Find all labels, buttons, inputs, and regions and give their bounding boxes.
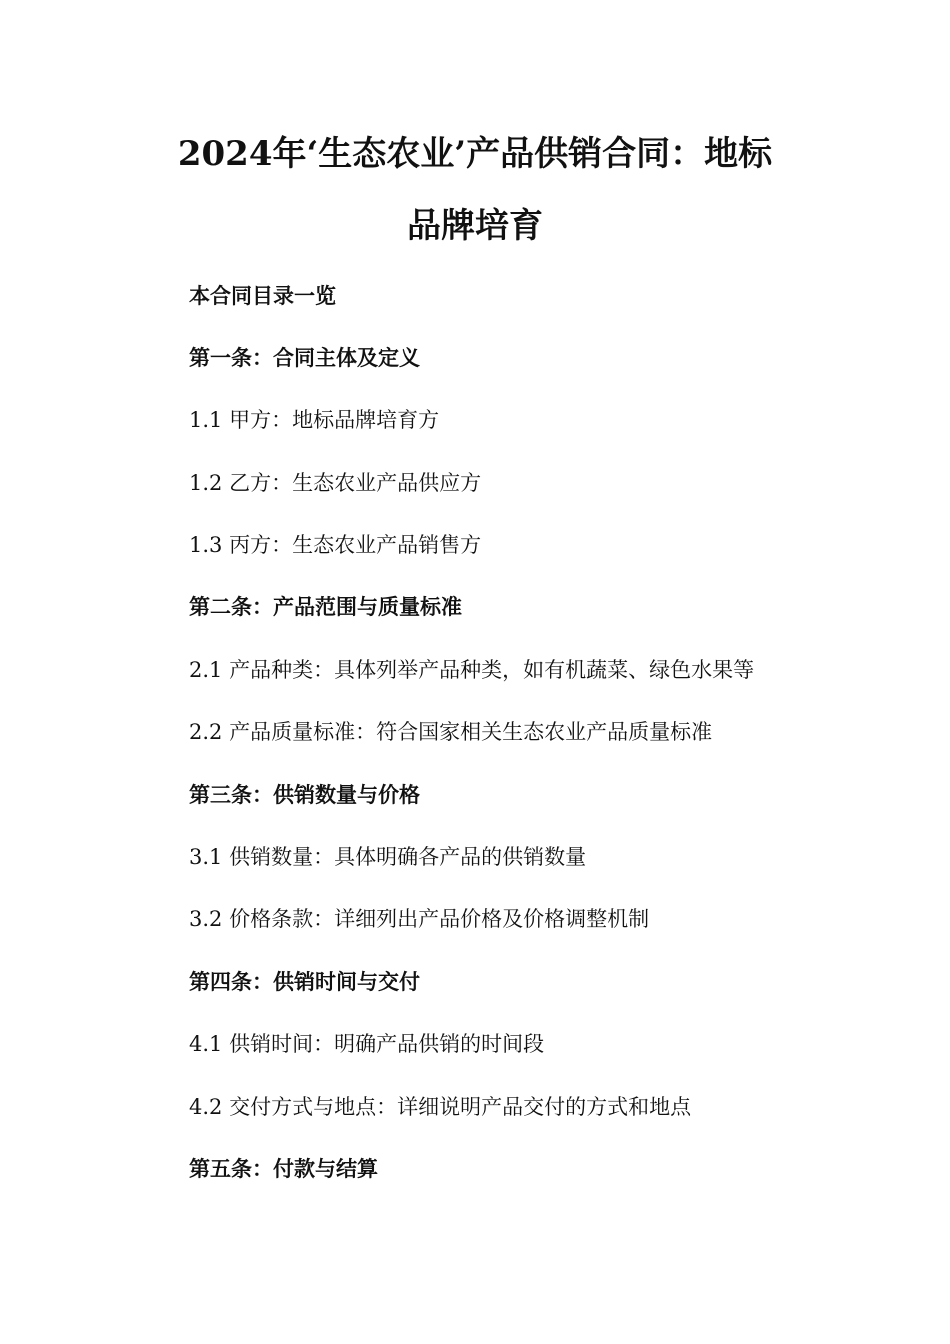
document-title-line-1: 2024年‘生态农业’产品供销合同：地标 — [177, 134, 773, 174]
toc-item: 1.2 乙方：生态农业产品供应方 — [189, 471, 482, 495]
section-heading: 第三条：供销数量与价格 — [189, 782, 420, 807]
toc-item: 4.1 供销时间：明确产品供销的时间段 — [189, 1032, 545, 1056]
toc-heading: 本合同目录一览 — [189, 283, 336, 308]
section-heading: 第四条：供销时间与交付 — [189, 969, 420, 994]
section-heading: 第五条：付款与结算 — [189, 1156, 378, 1181]
toc-item: 2.2 产品质量标准：符合国家相关生态农业产品质量标准 — [189, 720, 713, 744]
toc-item: 3.1 供销数量：具体明确各产品的供销数量 — [189, 845, 587, 869]
document-title-line-2: 品牌培育 — [407, 206, 543, 246]
toc-item: 3.2 价格条款：详细列出产品价格及价格调整机制 — [189, 907, 650, 931]
toc-item: 1.3 丙方：生态农业产品销售方 — [189, 533, 482, 557]
toc-item: 2.1 产品种类：具体列举产品种类，如有机蔬菜、绿色水果等 — [189, 658, 755, 682]
toc-item: 4.2 交付方式与地点：详细说明产品交付的方式和地点 — [189, 1095, 692, 1119]
section-heading: 第二条：产品范围与质量标准 — [189, 594, 462, 619]
toc-item: 1.1 甲方：地标品牌培育方 — [189, 408, 440, 432]
section-heading: 第一条：合同主体及定义 — [189, 345, 420, 370]
